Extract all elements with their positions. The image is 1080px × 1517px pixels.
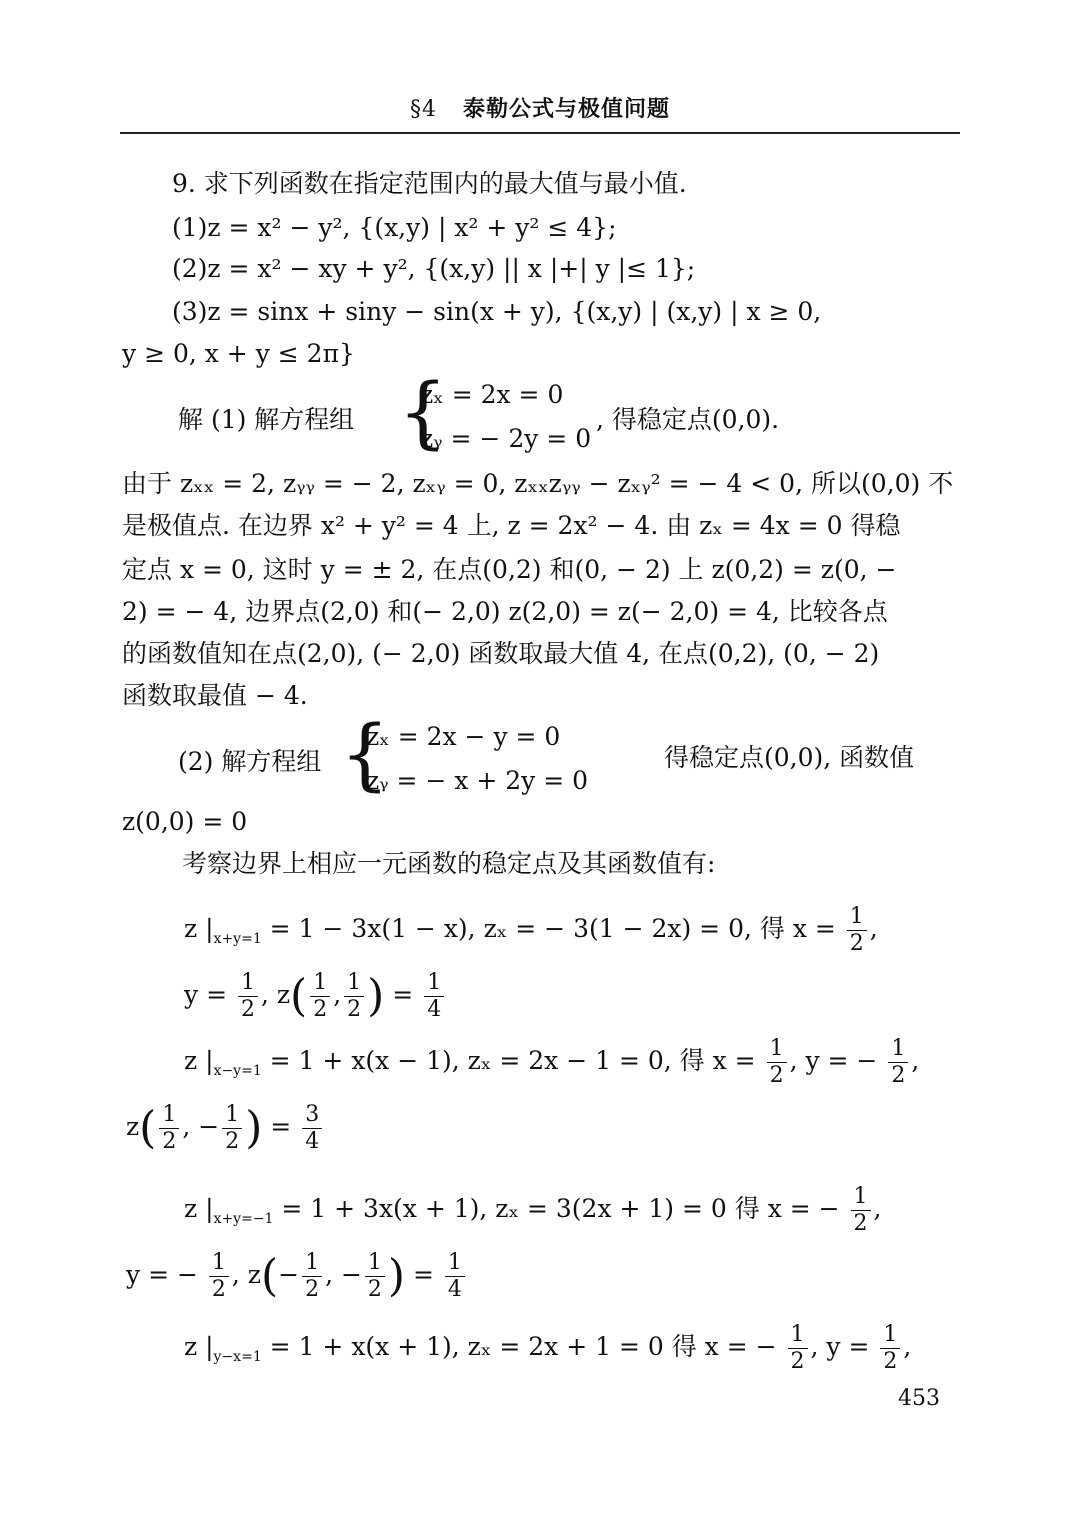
problem-statement: 9. 求下列函数在指定范围内的最大值与最小值. xyxy=(172,169,687,198)
solution1-line-6: 函数取最值 − 4. xyxy=(122,681,308,710)
boundary-2-subscript: x−y=1 xyxy=(213,1063,262,1079)
solution1-equation-1: zₓ = 2x = 0 xyxy=(420,380,564,409)
fraction: $\frac{1}{2}$ xyxy=(159,1102,179,1155)
boundary-2-line-1: z $|_{x-y=1} = 1 + x(x - 1)$, zₓ = 2x − 1 = 0, 得 x = $\frac{1}{2}$ , y = − $\frac{1}{2}$ , xyxy=(184,1036,920,1088)
section-number: §4 xyxy=(409,97,437,122)
solution1-lead: 解 (1) 解方程组 xyxy=(178,405,355,434)
fraction: $\frac{1}{2}$ xyxy=(222,1102,242,1155)
fraction: $\frac{1}{2}$ xyxy=(767,1036,787,1089)
problem-part-1: (1)z = x² − y², {(x,y) | x² + y² ≤ 4}; xyxy=(172,213,617,242)
boundary-3-line-2: y = − $\frac{1}{2}$ , z(− $\frac{1}{2}$ , − $\frac{1}{2}$ ) = $\frac{1}{4}$ xyxy=(126,1250,468,1303)
solution1-line-5: 的函数值知在点(2,0), (− 2,0) 函数取最大值 4, 在点(0,2), (0, − 2) xyxy=(122,639,880,668)
solution1-result: , 得稳定点(0,0). xyxy=(596,405,780,434)
fraction: $\frac{3}{4}$ xyxy=(302,1102,322,1155)
fraction: $\frac{1}{2}$ xyxy=(880,1322,900,1375)
boundary-1-prefix: z | xyxy=(184,914,214,943)
running-header xyxy=(120,86,960,134)
left-brace: { xyxy=(340,710,390,800)
fraction: $\frac{1}{2}$ xyxy=(302,1250,322,1303)
left-brace: { xyxy=(398,368,448,458)
fraction: $\frac{1}{2}$ xyxy=(888,1036,908,1089)
fraction: $\frac{1}{2}$ xyxy=(209,1250,229,1303)
boundary-3-line-1: z $|_{x+y=-1} = 1 + 3x(x + 1)$, zₓ = 3(2x + 1) = 0 得 x = − $\frac{1}{2}$ , xyxy=(184,1184,882,1236)
problem-part-3: (3)z = sinx + siny − sin(x + y), {(x,y) | (x,y) | x ≥ 0, xyxy=(172,297,822,326)
boundary-3-subscript: x+y=−1 xyxy=(213,1211,274,1227)
solution1-equation-2: zᵧ = − 2y = 0 xyxy=(420,424,592,453)
fraction: $\frac{1}{2}$ xyxy=(365,1250,385,1303)
problem-part-2: (2)z = x² − xy + y², {(x,y) || x |+| y |≤ 1}; xyxy=(172,254,696,283)
fraction: $\frac{1}{2}$ xyxy=(310,970,330,1023)
boundary-4-subscript: y−x=1 xyxy=(213,1349,262,1365)
fraction: $\frac{1}{4}$ xyxy=(445,1250,465,1303)
header-title: 泰勒公式与极值问题 xyxy=(462,96,670,122)
solution1-line-4: 2) = − 4, 边界点(2,0) 和(− 2,0) z(2,0) = z(− 2,0) = 4, 比较各点 xyxy=(122,597,888,626)
boundary-2-line-2: z( $\frac{1}{2}$ , − $\frac{1}{2}$ ) = $\frac{3}{4}$ xyxy=(126,1102,325,1155)
fraction: $\frac{1}{2}$ xyxy=(238,970,258,1023)
fraction: $\frac{1}{2}$ xyxy=(851,1184,871,1237)
fraction: $\frac{1}{2}$ xyxy=(788,1322,808,1375)
solution2-lead: (2) 解方程组 xyxy=(178,747,322,776)
boundary-1-line-1: z $|_{x+y=1} = 1 - 3x(1 - x)$, zₓ = − 3(1 − 2x) = 0, 得 x = $\frac{1}{2}$ , xyxy=(184,904,878,956)
solution1-line-2: 是极值点. 在边界 x² + y² = 4 上, z = 2x² − 4. 由 zₓ = 4x = 0 得稳 xyxy=(122,511,901,540)
boundary-1-text: = 1 − 3x(1 − x), zₓ = − 3(1 − 2x) = 0, 得 x = xyxy=(261,914,844,943)
fraction: $\frac{1}{2}$ xyxy=(847,904,867,957)
solution1-line-3: 定点 x = 0, 这时 y = ± 2, 在点(0,2) 和(0, − 2) 上 z(0,2) = z(0, − xyxy=(122,555,897,584)
solution2-value: z(0,0) = 0 xyxy=(122,807,248,836)
solution2-consider: 考察边界上相应一元函数的稳定点及其函数值有: xyxy=(182,849,716,878)
solution2-result: 得稳定点(0,0), 函数值 xyxy=(664,743,915,772)
boundary-1-subscript: x+y=1 xyxy=(213,931,262,947)
fraction: $\frac{1}{2}$ xyxy=(344,970,364,1023)
problem-part-3-cont: y ≥ 0, x + y ≤ 2π} xyxy=(122,339,355,368)
boundary-4-line-1: z $|_{y-x=1} = 1 + x(x + 1)$, zₓ = 2x + 1 = 0 得 x = − $\frac{1}{2}$ , y = $\frac{1}{2}$ , xyxy=(184,1322,912,1374)
fraction: $\frac{1}{4}$ xyxy=(424,970,444,1023)
solution1-line-1: 由于 zₓₓ = 2, zᵧᵧ = − 2, zₓᵧ = 0, zₓₓzᵧᵧ − zₓᵧ² = − 4 < 0, 所以(0,0) 不 xyxy=(122,469,954,498)
solution2-equation-1: zₓ = 2x − y = 0 xyxy=(366,722,561,751)
page-number: 453 xyxy=(898,1386,940,1411)
boundary-1-line-2: y = $\frac{1}{2}$ , z( $\frac{1}{2}$ , $\frac{1}{2}$ ) = $\frac{1}{4}$ xyxy=(184,970,447,1023)
solution2-equation-2: zᵧ = − x + 2y = 0 xyxy=(366,766,589,795)
